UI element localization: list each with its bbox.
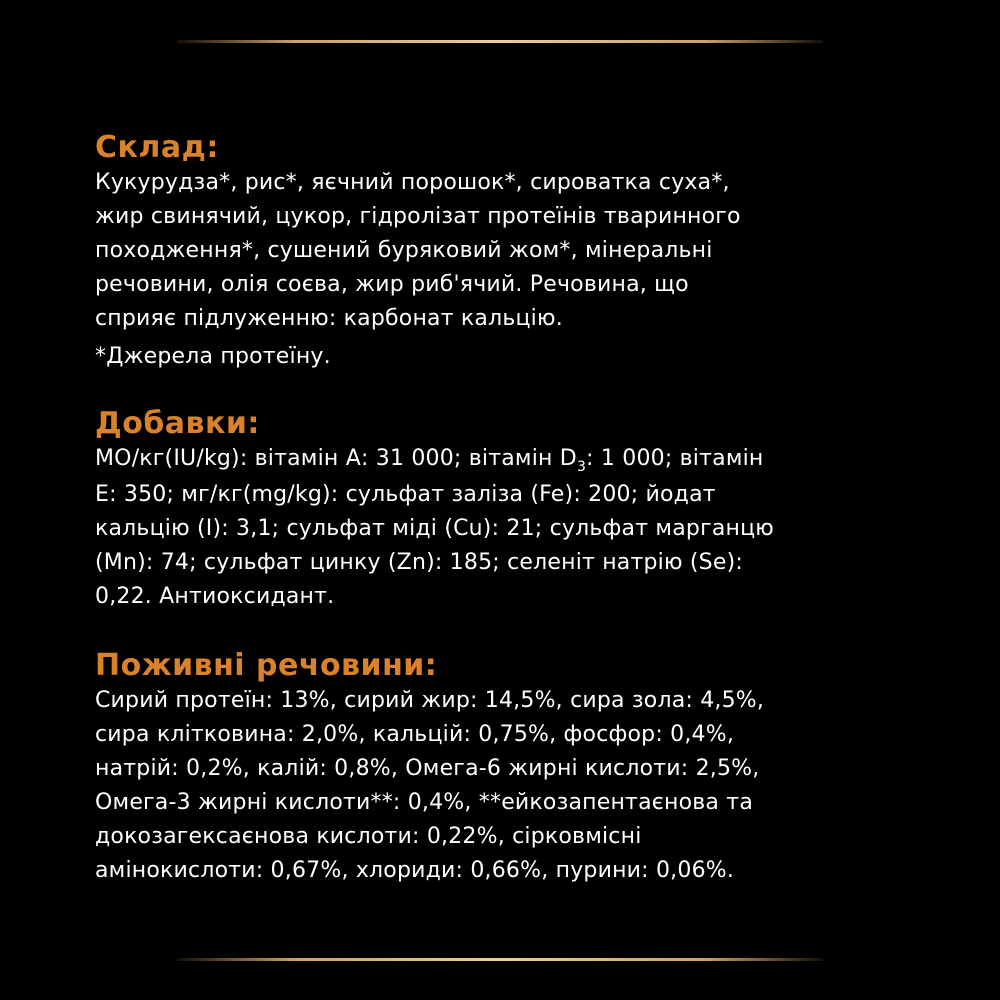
additives-line: Е: 350; мг/кг(mg/kg): сульфат заліза (Fe): 200; йодат [95, 482, 716, 507]
nutrients-section [95, 648, 905, 888]
additives-line: (Mn): 74; сульфат цинку (Zn): 185; селеніт натрію (Se): [95, 550, 743, 575]
additives-line: кальцію (І): 3,1; сульфат міді (Cu): 21; сульфат марганцю [95, 516, 774, 541]
composition-heading: Склад: [95, 130, 219, 165]
composition-line: речовини, олія соєва, жир риб'ячий. Речовина, що [95, 272, 689, 297]
bottom-divider [177, 958, 823, 961]
top-divider [177, 40, 823, 43]
additives-line-text: МО/кг(IU/kg): вітамін А: 31 000; вітамін D [95, 446, 577, 471]
additives-line-text: : 1 000; вітамін [586, 446, 764, 471]
additives-heading: Добавки: [95, 406, 260, 441]
nutrients-line: Омега-3 жирні кислоти**: 0,4%, **ейкозапентаєнова та [95, 790, 754, 815]
additives-section [95, 406, 905, 614]
vitamin-d-subscript: 3 [576, 459, 587, 475]
composition-line: Кукурудза*, рис*, яєчний порошок*, сироватка суха*, [95, 170, 730, 195]
nutrients-line: докозагексаєнова кислоти: 0,22%, сірковмісні [95, 824, 642, 849]
nutrients-line: Сирий протеїн: 13%, сирий жир: 14,5%, сира зола: 4,5%, [95, 688, 765, 713]
composition-line: сприяє підлуженню: карбонат кальцію. [95, 306, 563, 331]
additives-line [95, 442, 905, 478]
nutrients-line: сира клітковина: 2,0%, кальцій: 0,75%, фосфор: 0,4%, [95, 722, 735, 747]
nutrients-heading: Поживні речовини: [95, 648, 438, 683]
nutrients-line: амінокислоти: 0,67%, хлориди: 0,66%, пурини: 0,06%. [95, 858, 735, 883]
nutrients-line: натрій: 0,2%, калій: 0,8%, Омега-6 жирні кислоти: 2,5%, [95, 756, 760, 781]
composition-line: жир свинячий, цукор, гідролізат протеїнів тваринного [95, 204, 741, 229]
composition-line: походження*, сушений буряковий жом*, мінеральні [95, 238, 713, 263]
composition-footnote: *Джерела протеїну. [95, 344, 331, 369]
additives-line: 0,22. Антиоксидант. [95, 584, 335, 609]
composition-section [95, 130, 905, 374]
